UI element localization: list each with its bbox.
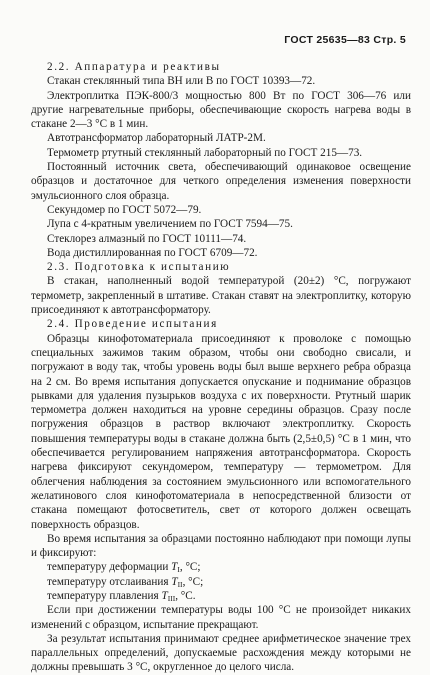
apparatus-item: Электроплитка ПЭК-800/3 мощностью 800 Вт по ГОСТ 306—76 или другие нагревательные приборы, обеспечивающие скорость нагрева воды в стакане 2—3 °С в 1 мин. (31, 89, 411, 131)
section-2-4-heading: 2.4. Проведение испытания (47, 318, 218, 331)
apparatus-item: Вода дистиллированная по ГОСТ 6709—72. (47, 246, 258, 259)
temperature-item-peeling: температуру отслаивания $T_{II}$, °С; (47, 575, 204, 589)
apparatus-item: Термометр ртутный стеклянный лабораторный по ГОСТ 215—73. (47, 146, 363, 159)
apparatus-item: Постоянный источник света, обеспечивающий одинаковое освещение образцов и достаточное для четкого определения изменения поверхности эмульсионного слоя образца. (31, 161, 411, 202)
apparatus-item: Стакан стеклянный типа ВН или В по ГОСТ 10393—72. (47, 75, 316, 88)
section-2-3-heading: 2.3. Подготовка к испытанию (47, 261, 231, 274)
apparatus-item: Лупа с 4-кратным увеличением по ГОСТ 7594—75. (47, 218, 293, 231)
temperature-item-melting: температуру плавления $T_{III}$, °С. (47, 589, 196, 603)
section-2-3-text: В стакан, наполненный водой температурой (20±2) °С, погружают термометр, закрепленный в штативе. Стакан ставят на электроплитку, которую присоединяют к автотрансформатору. (31, 275, 411, 317)
apparatus-item: Секундомер по ГОСТ 5072—79. (47, 203, 202, 216)
section-2-4-para-1: Образцы кинофотоматериала присоединяют к проволоке с помощью специальных зажимов таким образом, чтобы они свободно свисали, и погружают в воду так, чтобы уровень воды был выше верхнего ребра образца на 2 см. Во время испытания допускается опускание и поднимание образцов рывками для удаления пузырьков воздуха с их поверхности. Ртутный шарик термометра должен находиться на уровне середины образцов. Сразу после погружения образцов в раствор включают электроплитку. Скорость повышения температуры воды в стакане должна быть (2,5±0,5) °С в 1 мин, что обеспечивается регулированием напряжения автотрансформатора. Скорость нагрева фиксируют секундомером, температуру — термометром. Для облегчения наблюдения за состоянием эмульсионного или вспомогательного желатинового слоя кинофотоматериала в непосредственной близости от стакана помещают фотосветитель, свет от которого должен освещать поверхность образцов. (31, 332, 411, 531)
section-2-2-heading: 2.2. Аппаратура и реактивы (47, 61, 221, 73)
apparatus-item: Автотрансформатор лабораторный ЛАТР-2М. (47, 132, 266, 145)
page-header: ГОСТ 25635—83 Стр. 5 (284, 34, 406, 46)
section-2-4-para-2: Во время испытания за образцами постоянно наблюдают при помощи лупы и фиксируют: (31, 532, 411, 560)
section-2-5-text: За результат испытания принимают среднее арифметическое значение трех параллельных определений, допускаемые расхождения между которыми не должны превышать 3 °С, округленное до целого числа. (31, 632, 411, 674)
section-2-4-para-3: Если при достижении температуры воды 100 °С не произойдет никаких изменений с образцом, испытание прекращают. (31, 604, 411, 631)
temperature-item-deformation: температуру деформации $T_I$, °С; (47, 561, 201, 575)
document-body (31, 60, 411, 675)
apparatus-item: Стеклорез алмазный по ГОСТ 10111—74. (47, 232, 247, 245)
